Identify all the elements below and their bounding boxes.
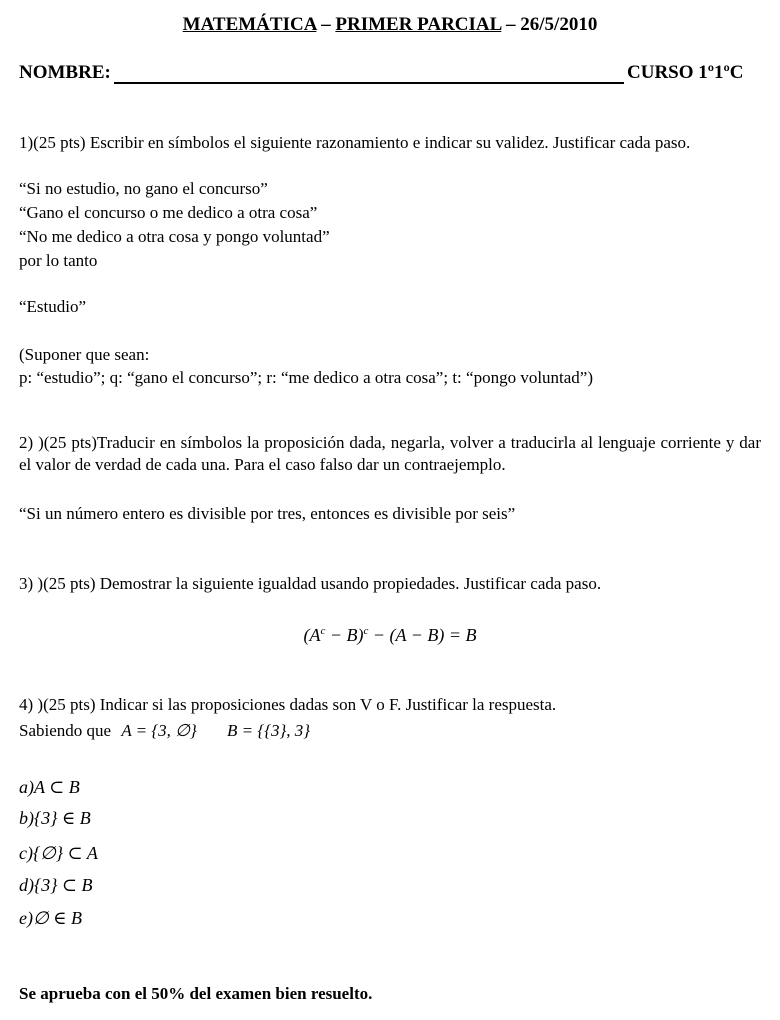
name-label: NOMBRE: xyxy=(19,62,111,83)
q1-conclusion: “Estudio” xyxy=(19,297,87,316)
q1-hint-2: p: “estudio”; q: “gano el concurso”; r: “me dedico a otra cosa”; t: “pongo voluntad”) xyxy=(19,368,594,387)
eq-part-1: (A xyxy=(303,625,321,645)
q2-statement: 2) )(25 pts)Traducir en símbolos la proposición dada, negarla, volver a traducirla al lenguaje corriente y dar el valor de verdad de cada una. Para el caso falso dar un contraejemplo. xyxy=(19,433,761,474)
q2-proposition: “Si un número entero es divisible por tres, entonces es divisible por seis” xyxy=(19,504,516,523)
q4-given xyxy=(19,720,761,742)
q1-premise-1: “Si no estudio, no gano el concurso” xyxy=(19,179,268,198)
q4-option-b: b){3} ∈ B xyxy=(19,808,91,828)
q1-therefore: por lo tanto xyxy=(19,251,98,270)
eq-complement-1: c xyxy=(320,625,326,637)
name-blank-line xyxy=(114,82,624,84)
q1-premise-3: “No me dedico a otra cosa y pongo voluntad” xyxy=(19,227,330,246)
set-a: A = {3, ∅} xyxy=(121,721,197,740)
given-label: Sabiendo que xyxy=(19,721,112,740)
subject: MATEMÁTICA xyxy=(182,14,317,35)
q1-statement: 1)(25 pts) Escribir en símbolos el siguiente razonamiento e indicar su validez. Justificar cada paso. xyxy=(19,133,691,152)
q1-premise-2: “Gano el concurso o me dedico a otra cosa” xyxy=(19,203,318,222)
q4-statement: 4) )(25 pts) Indicar si las proposiciones dadas son V o F. Justificar la respuesta. xyxy=(19,695,557,714)
q3-equation xyxy=(0,624,780,646)
exam-name: PRIMER PARCIAL xyxy=(335,14,502,35)
q4-option-e: e)∅ ∈ B xyxy=(19,908,82,928)
student-name-row xyxy=(19,62,759,84)
exam-title xyxy=(0,14,780,36)
course-label: CURSO 1º1ºC xyxy=(627,62,744,83)
approval-note: Se aprueba con el 50% del examen bien resuelto. xyxy=(19,984,373,1003)
eq-complement-2: c xyxy=(363,625,369,637)
q1-hint-1: (Suponer que sean: xyxy=(19,345,150,364)
exam-date: – 26/5/2010 xyxy=(501,14,598,35)
title-separator: – xyxy=(316,14,336,35)
eq-part-2: − B) xyxy=(325,625,364,645)
set-b: B = {{3}, 3} xyxy=(227,721,311,740)
q4-option-a: a)A ⊂ B xyxy=(19,777,80,797)
q4-option-c: c){∅} ⊂ A xyxy=(19,843,98,863)
eq-part-3: − (A − B) = B xyxy=(368,625,477,645)
q4-option-d: d){3} ⊂ B xyxy=(19,875,93,895)
q3-statement: 3) )(25 pts) Demostrar la siguiente igualdad usando propiedades. Justificar cada paso. xyxy=(19,574,602,593)
